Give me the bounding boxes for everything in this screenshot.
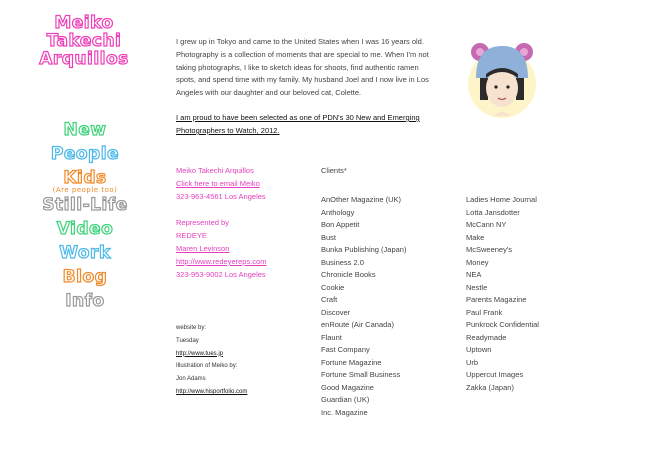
contact-name: Meiko Takechi Arquillos	[176, 166, 254, 175]
clients-heading: Clients*	[321, 166, 347, 175]
list-item: Ladies Home Journal	[466, 195, 537, 204]
list-item: Fortune Magazine	[321, 357, 382, 367]
nav-video[interactable]: Video	[56, 219, 114, 239]
email-link[interactable]: Click here to email Meiko	[176, 178, 260, 188]
logo-line-first: Meiko	[54, 13, 114, 33]
site-logo[interactable]	[34, 14, 134, 68]
nav-still-life[interactable]: Still-Life	[42, 195, 128, 215]
nav-blog[interactable]: Blog	[62, 267, 108, 287]
list-item: Uptown	[466, 345, 492, 354]
nav-people[interactable]: People	[50, 144, 120, 164]
website-designer: Tuesday	[176, 337, 199, 344]
list-item: Craft	[321, 295, 338, 304]
list-item: Readymade	[466, 332, 507, 342]
clients-list-col1	[321, 194, 406, 419]
bio-text: I grew up in Tokyo and came to the United States when I was 16 years old. Photography is a collection of moments that are special to me. When I'm not taking photographs, I like to sketch ideas for shoots, find authentic ramen spots, and spend time with my family. My husband Joel and I now live in Los Angeles with our daughter and our beloved cat, Colette.	[176, 37, 429, 98]
list-item: Punkrock Confidential	[466, 320, 539, 329]
list-item: Guardian (UK)	[321, 395, 370, 404]
list-item: Fast Company	[321, 345, 370, 354]
illustrator-link[interactable]: http://www.hisportfolio.com	[176, 388, 248, 395]
agency-name: REDEYE	[176, 231, 207, 241]
website-designer-link[interactable]: http://www.tues.jp	[176, 350, 224, 357]
logo-line-last-2: Arquillos	[39, 49, 129, 69]
list-item: McSweeney's	[466, 245, 513, 254]
nav-kids[interactable]	[40, 166, 130, 193]
award-link[interactable]: I am proud to have been selected as one of PDN's 30 New and Emerging Photographers to Watch, 2012.	[176, 113, 420, 135]
list-item: Urb	[466, 357, 479, 367]
illustration-by-label: Illustration of Meiko by:	[176, 363, 238, 370]
list-item: McCann NY	[466, 220, 507, 229]
list-item: Bunka Publishing (Japan)	[321, 245, 407, 254]
list-item: Nestle	[466, 282, 488, 292]
list-item: Make	[466, 232, 485, 242]
illustrator-name: Jon Adams	[176, 376, 206, 383]
list-item: Good Magazine	[321, 382, 374, 392]
list-item: Paul Frank	[466, 307, 503, 317]
list-item: Lotta Jansdotter	[466, 207, 520, 217]
agent-link[interactable]: Maren Levinson	[176, 243, 230, 253]
list-item: Cookie	[321, 282, 345, 292]
main-nav	[40, 118, 130, 313]
list-item: Bust	[321, 232, 337, 242]
list-item: Inc. Magazine	[321, 407, 368, 417]
avatar-illustration	[466, 38, 538, 122]
nav-new[interactable]: New	[63, 120, 107, 140]
nav-info[interactable]: Info	[65, 291, 105, 311]
credits-block	[176, 322, 247, 399]
list-item: Parents Magazine	[466, 295, 527, 304]
list-item: Discover	[321, 307, 351, 317]
nav-kids-sublabel: (Are people too)	[52, 186, 118, 194]
contact-phone: 323-963-4561 Los Angeles	[176, 191, 266, 201]
nav-kids-label: Kids	[63, 168, 107, 188]
represented-label: Represented by	[176, 218, 229, 228]
nav-work[interactable]: Work	[59, 243, 111, 263]
list-item: Chronicle Books	[321, 270, 376, 279]
list-item: NEA	[466, 270, 482, 279]
list-item: Business 2.0	[321, 257, 364, 267]
logo-line-last-1: Takechi	[46, 31, 122, 51]
list-item: Anthology	[321, 207, 355, 217]
website-by-label: website by:	[176, 325, 207, 331]
list-item: Uppercut Images	[466, 370, 524, 379]
agency-phone: 323-953-9002 Los Angeles	[176, 269, 266, 279]
list-item: Money	[466, 257, 489, 267]
list-item: Flaunt	[321, 332, 342, 342]
list-item: Bon Appetit	[321, 220, 360, 229]
agency-url-link[interactable]: http://www.redeyereps.com	[176, 256, 267, 266]
clients-list-col2	[466, 194, 539, 394]
contact-block	[176, 165, 266, 281]
list-item: Zakka (Japan)	[466, 382, 514, 392]
list-item: AnOther Magazine (UK)	[321, 195, 402, 204]
list-item: enRoute (Air Canada)	[321, 320, 394, 329]
list-item: Fortune Small Business	[321, 370, 401, 379]
